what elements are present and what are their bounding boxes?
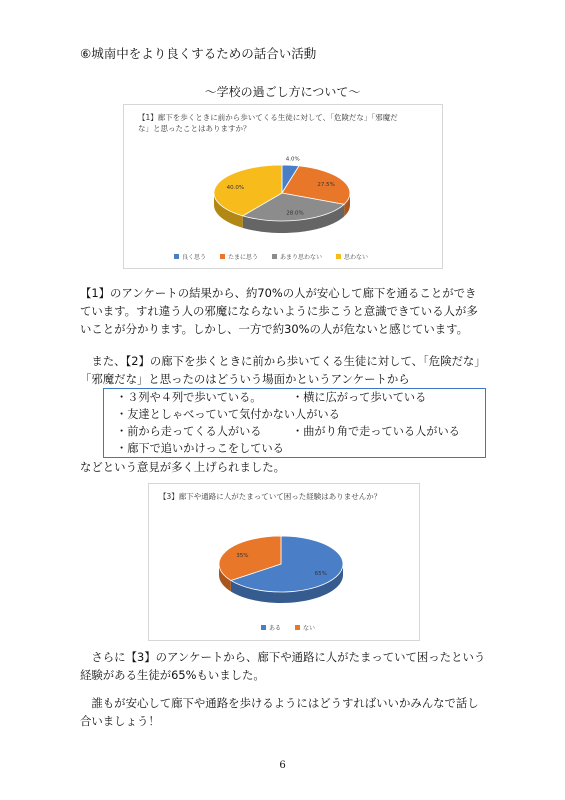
chart1-title-line2: な」と思ったことはありますか？ (138, 124, 251, 133)
pie-data-label: 35% (236, 553, 249, 560)
legend-label: 良く思う (182, 254, 207, 261)
opinion-item: ・前から走ってくる人がいる (116, 425, 262, 438)
legend-label: ない (303, 625, 316, 632)
chart1-legend (174, 252, 368, 261)
legend-swatch (295, 625, 300, 630)
chart3-frame (148, 483, 420, 641)
legend-swatch (174, 254, 179, 259)
paragraph-line: また、【2】の廊下を歩くときに前から歩いてくる生徒に対して、「危険だな」 (80, 354, 486, 368)
legend-label: たまに思う (228, 254, 259, 261)
opinion-item: ・友達としゃべっていて気付かない人がいる (116, 408, 340, 421)
legend-swatch (336, 254, 341, 259)
legend-item (220, 252, 258, 261)
paragraph-line: ています。すれ違う人の邪魔にならないように歩こうと意識できている人が多 (80, 304, 478, 318)
pie-data-label: 65% (314, 571, 327, 578)
chart3-legend (261, 623, 315, 632)
opinion-item: ・横に広がって歩いている (292, 391, 427, 404)
opinion-item: ・３列や４列で歩いている。 (116, 391, 262, 404)
chart1-pie (124, 105, 442, 268)
paragraph-line: 「邪魔だな」と思ったのはどういう場面かというアンケートから (80, 372, 410, 386)
section-subtitle: 〜学校の過ごし方について〜 (204, 85, 361, 99)
legend-item (261, 623, 281, 632)
paragraph-line: さらに【3】のアンケートから、廊下や通路に人がたまっていて困ったという (80, 650, 486, 664)
legend-label: ある (269, 625, 282, 632)
paragraph-line: いことが分かります。しかし、一方で約30%の人が危ないと感じています。 (80, 322, 468, 336)
paragraph-line: 経験がある生徒が65%もいました。 (80, 668, 265, 682)
legend-swatch (261, 625, 266, 630)
section-heading: ⑥城南中をより良くするための話合い活動 (80, 46, 317, 61)
paragraph-line: 誰もが安心して廊下や通路を歩けるようにはどうすればいいかみんなで話し (80, 696, 479, 710)
legend-item (336, 252, 368, 261)
legend-label: あまり思わない (280, 254, 323, 261)
paragraph-2 (80, 352, 486, 388)
paragraph-line: 合いましょう！ (80, 714, 160, 728)
paragraph-line: 【1】のアンケートの結果から、約70%の人が安心して廊下を通ることができ (80, 286, 477, 300)
legend-swatch (220, 254, 225, 259)
paragraph-3: などという意見が多く上げられました。 (80, 460, 286, 474)
legend-item (174, 252, 206, 261)
pie-data-label: 40.0% (226, 184, 245, 191)
paragraph-5 (80, 694, 479, 730)
chart3-title: 【3】廊下や通路に人がたまっていて困った経験はありませんか？ (159, 492, 382, 501)
opinion-item: ・廊下で追いかけっこをしている (116, 442, 284, 455)
legend-swatch (272, 254, 277, 259)
legend-label: 思わない (344, 254, 369, 261)
pie-data-label: 28.0% (286, 210, 304, 217)
chart1-title-line1: 【1】廊下を歩くときに前から歩いてくる生徒に対して、「危険だな」「邪魔だ (138, 113, 398, 122)
opinion-item: ・曲がり角で走っている人がいる (292, 425, 460, 438)
chart3-pie (149, 484, 419, 640)
legend-item (272, 252, 322, 261)
chart1-frame (123, 104, 443, 269)
legend-item (295, 623, 315, 632)
page-number: 6 (279, 760, 286, 771)
paragraph-1 (80, 284, 478, 338)
paragraph-4 (80, 648, 485, 684)
opinions-box (103, 388, 486, 458)
pie-data-label: 4.0% (285, 156, 300, 163)
pie-data-label: 27.5% (317, 182, 335, 189)
